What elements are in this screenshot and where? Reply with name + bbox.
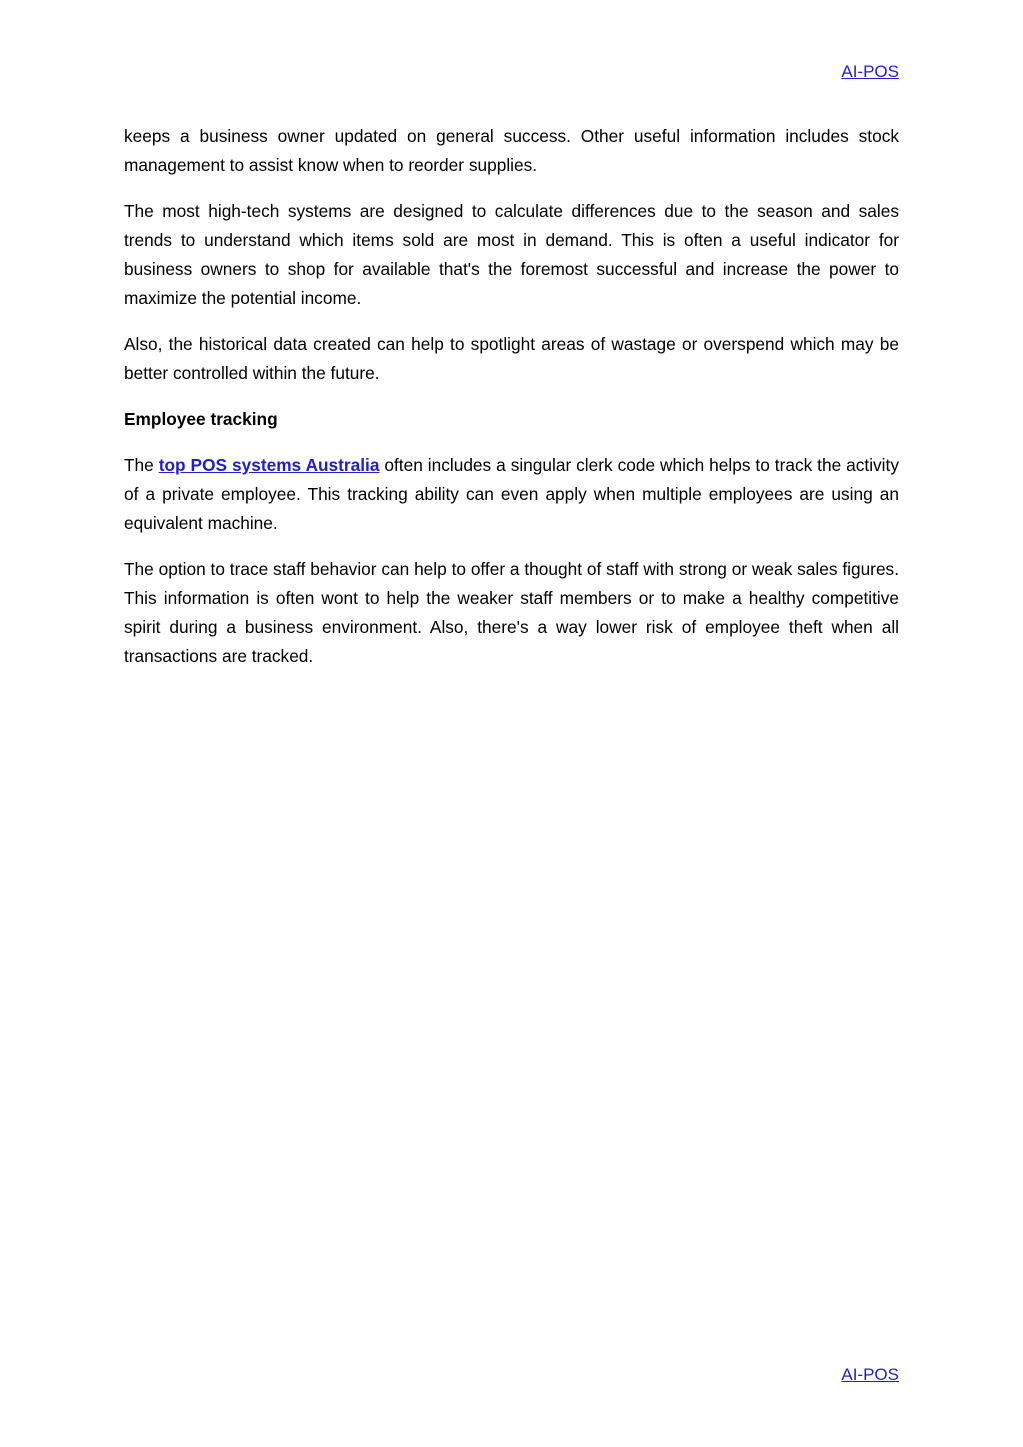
- top-pos-systems-link[interactable]: top POS systems Australia: [158, 455, 380, 475]
- heading-employee-tracking: Employee tracking: [124, 409, 278, 429]
- document-body: [124, 122, 899, 688]
- paragraph-stock-management: keeps a business owner updated on general success. Other useful information includes stock management to assist know when to reorder supplies.: [124, 126, 899, 175]
- header-link[interactable]: AI-POS: [841, 62, 899, 81]
- paragraph-staff-behavior: The option to trace staff behavior can help to offer a thought of staff with strong or weak sales figures. This information is often wont to help the weaker staff members or to make a healthy competitive spirit during a business environment. Also, there's a way lower risk of employee theft when all transactions are tracked.: [124, 559, 899, 666]
- footer-link[interactable]: AI-POS: [841, 1365, 899, 1384]
- paragraph-clerk-code-suffix: often includes a singular clerk code which helps to track the activity of a private employee. This tracking ability can even apply when multiple employees are using an equivalent machine.: [124, 455, 899, 533]
- paragraph-clerk-code: [124, 451, 899, 538]
- paragraph-high-tech-systems: The most high-tech systems are designed to calculate differences due to the season and sales trends to understand which items sold are most in demand. This is often a useful indicator for business owners to shop for available that's the foremost successful and increase the power to maximize the potential income.: [124, 201, 899, 308]
- paragraph-clerk-code-prefix: The: [124, 455, 159, 475]
- paragraph-historical-data: Also, the historical data created can help to spotlight areas of wastage or overspend which may be better controlled within the future.: [124, 334, 899, 383]
